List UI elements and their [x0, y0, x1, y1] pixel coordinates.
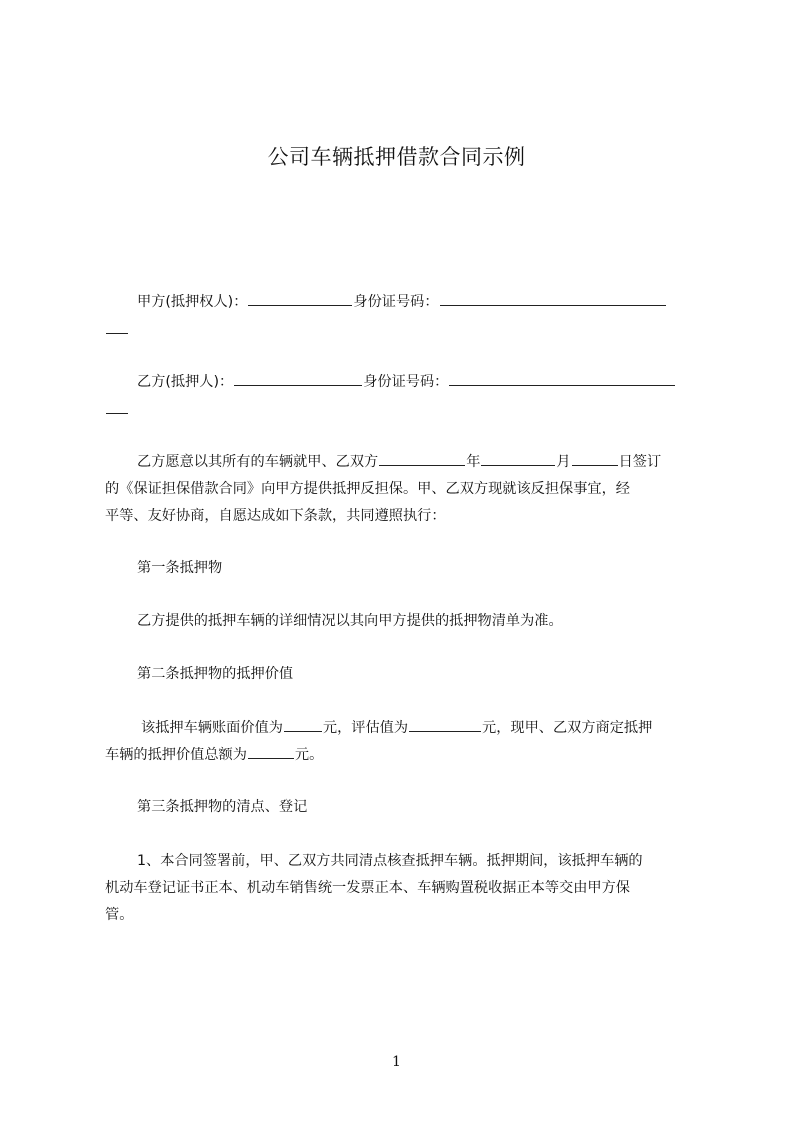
document-title: 公司车辆抵押借款合同示例	[267, 145, 526, 169]
party-a-id-label: 身份证号码：	[353, 294, 439, 310]
party-b-name-blank	[234, 371, 362, 386]
book-value-label: 该抵押车辆账面价值为	[141, 720, 283, 736]
party-a-name-blank	[248, 291, 352, 306]
intro-line-3: 平等、友好协商，自愿达成如下条款，共同遵照执行：	[105, 508, 446, 524]
party-b-id-label: 身份证号码：	[363, 374, 449, 390]
article-3-line-3: 管。	[105, 907, 134, 923]
article-2-line-2	[105, 744, 323, 765]
day-label: 日签订	[618, 454, 662, 470]
article-3-line-2: 机动车登记证书正本、机动车销售统一发票正本、车辆购置税收据正本等交由甲方保	[105, 880, 630, 896]
year-blank	[379, 451, 465, 466]
article-2-line-1	[141, 717, 652, 738]
month-label: 月	[556, 454, 571, 470]
total-value-unit: 元。	[294, 747, 324, 763]
party-a-id-blank	[440, 291, 666, 306]
party-b-line	[137, 371, 676, 392]
year-label: 年	[466, 454, 481, 470]
page-number: 1	[392, 1054, 401, 1070]
intro-line-2: 的《保证担保借款合同》向甲方提供抵押反担保。甲、乙双方现就该反担保事宜，经	[105, 481, 630, 497]
total-value-label: 车辆的抵押价值总额为	[105, 747, 247, 763]
intro-text: 乙方愿意以其所有的车辆就甲、乙双方	[137, 454, 379, 470]
party-a-id-blank-continued	[106, 319, 128, 334]
intro-line-1	[137, 451, 661, 472]
appraised-value-blank	[409, 717, 481, 732]
party-b-id-blank-continued	[106, 399, 128, 414]
party-b-line-continued	[105, 399, 129, 420]
article-1-heading: 第一条抵押物	[137, 560, 223, 576]
book-value-blank	[284, 717, 322, 732]
party-a-line-continued	[105, 319, 129, 340]
agreed-value-text: 元，现甲、乙双方商定抵押	[482, 720, 653, 736]
appraised-value-label: 元，评估值为	[322, 720, 409, 736]
party-b-id-blank	[449, 371, 675, 386]
month-blank	[481, 451, 555, 466]
day-blank	[572, 451, 618, 466]
article-1-body: 乙方提供的抵押车辆的详细情况以其向甲方提供的抵押物清单为准。	[137, 613, 563, 629]
party-b-label: 乙方(抵押人)：	[137, 374, 234, 390]
article-3-heading: 第三条抵押物的清点、登记	[137, 799, 308, 815]
party-a-label: 甲方(抵押权人)：	[137, 294, 248, 310]
party-a-line	[137, 291, 667, 312]
total-value-blank	[248, 744, 294, 759]
article-3-line-1: 1、本合同签署前，甲、乙双方共同清点核查抵押车辆。抵押期间，该抵押车辆的	[137, 853, 643, 869]
article-2-heading: 第二条抵押物的抵押价值	[137, 666, 294, 682]
